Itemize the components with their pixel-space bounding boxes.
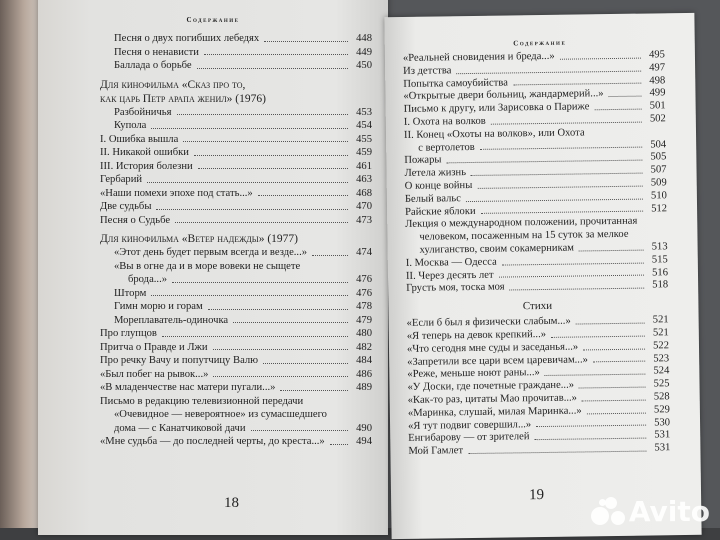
toc-entry[interactable] [114, 260, 372, 287]
toc-row [100, 368, 372, 382]
dot-leader [204, 54, 348, 55]
toc-row [114, 59, 372, 73]
toc-row [100, 200, 372, 214]
left-page [38, 0, 388, 535]
toc-entry-title: Мой Гамлет [408, 445, 464, 458]
toc-page-number: 473 [356, 214, 372, 226]
section-heading-line: Для кинофильма «Ветер надежды» (1977) [100, 233, 298, 245]
toc-entry-title: Гербарий [100, 174, 143, 185]
toc-entry-title: «Реальней сновидения и бреда...» [402, 50, 555, 64]
toc-page-number: 486 [356, 368, 372, 380]
toc-entry[interactable] [100, 327, 372, 341]
toc-page-number: 521 [652, 314, 669, 326]
toc-page-number: 484 [356, 355, 372, 366]
toc-row [100, 381, 372, 395]
toc-entry-title: I. Москва — Одесса [405, 256, 497, 269]
dot-leader [513, 83, 641, 86]
toc-entry[interactable] [406, 280, 668, 296]
toc-entry-title: Попытка самоубийства [403, 77, 508, 90]
toc-page-number: 482 [356, 341, 372, 353]
dot-leader [280, 390, 348, 391]
toc-page-number: 476 [356, 274, 372, 285]
dot-leader [481, 211, 643, 214]
toc-page-number: 478 [356, 301, 372, 312]
toc-entry[interactable] [114, 119, 372, 133]
toc-page-number: 524 [653, 365, 670, 377]
toc-page-number: 453 [356, 106, 372, 118]
toc-page-number: 474 [356, 247, 372, 258]
running-header: Содержание [186, 16, 240, 24]
toc-entry-title: хулиганство, своим сокамерникам [419, 242, 575, 256]
toc-row [114, 46, 372, 60]
dot-leader [536, 425, 646, 428]
section-title: Стихи [522, 300, 553, 313]
toc-page-number: 459 [356, 147, 372, 158]
toc-entry-title: II. Через десять лет [405, 269, 494, 282]
toc-entry-title: «В младенчестве нас матери пугали...» [100, 382, 276, 393]
toc-page-number: 497 [649, 62, 666, 74]
toc-page-number: 505 [650, 151, 667, 163]
toc-entry-line: «Очевидное — невероятное» из сумасшедшего [114, 409, 327, 420]
dot-leader [208, 309, 348, 310]
right-page [384, 13, 701, 539]
toc-page-number: 461 [356, 160, 372, 172]
toc-entry-title: Про глупцов [100, 328, 157, 339]
toc-entry[interactable] [404, 126, 666, 155]
toc-page-number: 521 [652, 327, 669, 339]
toc-entry-line: II. Конец «Охоты на волков», или Охота [403, 127, 585, 141]
toc-page-number: 490 [356, 422, 372, 434]
section-heading [100, 232, 372, 246]
dot-leader [198, 168, 348, 169]
toc-entry-line: Лекция о международном положении, прочитанная [405, 216, 638, 231]
toc-page-number: 523 [653, 352, 670, 364]
toc-entry-title: «Запретили все цари всем царевичам...» [407, 353, 588, 368]
toc-page-number: 498 [649, 74, 666, 87]
toc-entry-title: Песня о Судьбе [100, 214, 171, 226]
toc-page-number: 502 [649, 113, 666, 125]
toc-row [100, 214, 372, 228]
toc-entry-title: Летела жизнь [404, 167, 467, 180]
toc-entry[interactable] [100, 354, 372, 368]
toc-entry[interactable] [114, 32, 372, 46]
toc-row [406, 280, 668, 296]
toc-row [100, 341, 372, 355]
toc-entry-title: Письмо к другу, или Зарисовка о Париже [403, 101, 590, 116]
toc-entry[interactable] [100, 381, 372, 395]
dot-leader [480, 147, 642, 150]
toc-row [100, 354, 372, 368]
toc-entry-title: «Если б был я физически слабым...» [406, 315, 571, 330]
dot-leader [197, 68, 348, 69]
toc-entry-title: I. Ошибка вышла [100, 133, 179, 145]
page-number: 19 [528, 487, 545, 504]
toc-entry-title: Про речку Вачу и попутчицу Валю [100, 355, 259, 366]
toc-entry-title: «Я тут подвиг совершил...» [408, 418, 532, 432]
toc-entry[interactable] [100, 435, 372, 449]
toc-entry-title: Белый вальс [404, 192, 461, 205]
dot-leader [330, 444, 348, 445]
toc-entry-title: Енгибарову — от зрителей [408, 431, 530, 445]
toc-entry-title: Песня о двух погибших лебедях [114, 33, 260, 44]
toc-page-number: 455 [356, 133, 372, 145]
dot-leader [147, 182, 348, 183]
dot-leader [502, 262, 644, 265]
toc-entry-title: Песня о ненависти [114, 46, 199, 58]
toc-entry-title: Мореплаватель-одиночка [114, 314, 229, 326]
section-heading [100, 78, 372, 106]
toc-entry[interactable] [114, 246, 372, 260]
toc-row [100, 173, 372, 187]
dot-leader [499, 275, 644, 278]
dot-leader [582, 399, 646, 401]
toc-page-number: 515 [651, 254, 668, 266]
toc-entry-title: «Маринка, слушай, милая Маринка...» [407, 405, 582, 419]
dot-leader [312, 255, 348, 256]
toc-page-number: 504 [650, 138, 667, 151]
toc-entry[interactable] [100, 133, 372, 147]
toc-entry-title: Пожары [404, 154, 442, 167]
toc-page-number: 499 [649, 87, 666, 99]
toc-page-number: 525 [653, 378, 670, 390]
toc-page-number: 479 [356, 314, 372, 326]
toc-entry-title: Из детства [403, 65, 452, 77]
toc-page-number: 512 [651, 202, 668, 215]
toc-list [100, 32, 372, 449]
toc-page-number: 495 [648, 49, 665, 61]
toc-row [100, 422, 372, 436]
toc-entry-title: «Открытые двери больниц, жандармерий...» [403, 88, 604, 103]
dot-leader [545, 374, 646, 376]
toc-page-number: 513 [651, 241, 668, 253]
toc-row [114, 32, 372, 46]
toc-page-number: 470 [356, 201, 372, 212]
toc-row [100, 435, 372, 449]
toc-entry-title: дома — с Канатчиковой дачи [114, 422, 246, 434]
avito-logo-icon [591, 497, 625, 527]
toc-row [100, 146, 372, 160]
dot-leader [447, 160, 643, 164]
toc-entry[interactable] [405, 216, 668, 258]
toc-entry-title: Купола [114, 120, 147, 131]
dot-leader [151, 295, 348, 296]
dot-leader [177, 114, 348, 115]
book-cover-edge [0, 0, 40, 540]
toc-entry-title: «Этот день будет первым всегда и везде...» [114, 247, 308, 258]
dot-leader [213, 349, 349, 350]
toc-entry-title: «Мне судьба — до последней черты, до креста...» [100, 436, 325, 447]
toc-page-number: 480 [356, 328, 372, 339]
toc-page-number: 489 [356, 382, 372, 393]
dot-leader [471, 173, 643, 176]
toc-page-number: 463 [356, 174, 372, 185]
dot-leader [162, 336, 348, 337]
toc-page-number: 530 [654, 416, 671, 428]
toc-page-number: 531 [654, 442, 671, 454]
toc-entry-line: «Вы в огне да и в море вовеки не сыщете [114, 260, 301, 272]
toc-page-number: 468 [356, 187, 372, 199]
dot-leader [264, 41, 348, 42]
dot-leader [194, 155, 348, 156]
toc-page-number: 448 [356, 33, 372, 44]
toc-page-number: 528 [653, 391, 670, 403]
avito-logo-text: Avito [628, 495, 710, 528]
dot-leader [583, 348, 645, 350]
toc-list [403, 49, 671, 459]
dot-leader [535, 438, 647, 441]
toc-entry[interactable] [100, 341, 372, 355]
running-header: Содержание [513, 38, 567, 48]
avito-watermark [591, 495, 710, 528]
toc-entry-title: Баллада о борьбе [114, 60, 192, 71]
toc-entry[interactable] [100, 214, 372, 228]
toc-entry-title: «Был побег на рывок...» [100, 368, 209, 380]
toc-page-number: 516 [651, 266, 669, 279]
toc-entry[interactable] [100, 187, 372, 201]
toc-row [114, 273, 372, 287]
section-heading-line: как царь Петр арапа женил» (1976) [100, 92, 266, 105]
toc-row [100, 160, 372, 174]
toc-entry[interactable] [100, 146, 372, 160]
toc-page-number: 476 [356, 287, 372, 299]
toc-entry-line: человеком, посаженным на 15 суток за мелкое [419, 228, 629, 243]
dot-leader [466, 198, 643, 201]
section-heading-line: Для кинофильма «Сказ про то, [100, 78, 246, 91]
toc-entry[interactable] [114, 59, 372, 73]
toc-entry[interactable] [100, 160, 372, 174]
toc-entry-title: с вертолетов [418, 141, 475, 154]
toc-page-number: 454 [356, 120, 372, 131]
toc-entry-title: Грусть моя, тоска моя [406, 281, 505, 295]
toc-entry-title: Гимн морю и горам [114, 301, 203, 312]
dot-leader [172, 282, 348, 283]
dot-leader [233, 322, 348, 323]
toc-entry[interactable] [100, 395, 372, 436]
toc-entry[interactable] [114, 314, 372, 328]
toc-entry-title: Две судьбы [100, 201, 152, 212]
toc-entry-title: Шторм [114, 287, 147, 299]
toc-entry[interactable] [114, 287, 372, 301]
toc-entry[interactable] [100, 173, 372, 187]
dot-leader [551, 335, 645, 337]
dot-leader [560, 57, 641, 59]
toc-entry[interactable] [114, 106, 372, 120]
dot-leader [609, 96, 642, 97]
toc-entry-title: III. История болезни [100, 160, 193, 172]
toc-entry-title: II. Никакой ошибки [100, 147, 189, 158]
dot-leader [594, 109, 641, 111]
toc-entry-title: Притча о Правде и Лжи [100, 341, 208, 353]
dot-leader [579, 249, 644, 251]
dot-leader [576, 323, 645, 325]
dot-leader [156, 209, 348, 210]
toc-page-number: 501 [649, 100, 666, 112]
toc-entry-title: Разбойничья [114, 106, 172, 118]
toc-page-number: 522 [653, 339, 670, 352]
toc-entry-title: О конце войны [404, 179, 473, 192]
toc-page-number: 507 [650, 164, 667, 176]
dot-leader [213, 376, 348, 377]
toc-page-number: 450 [356, 60, 372, 71]
dot-leader [151, 128, 348, 129]
toc-entry[interactable] [408, 442, 670, 458]
toc-entry[interactable] [114, 46, 372, 60]
toc-entry-title: «Что сегодня мне суды и заседанья...» [406, 341, 579, 355]
dot-leader [477, 185, 642, 188]
dot-leader [593, 361, 645, 363]
toc-entry-title: «Наши помехи эпохе под стать...» [100, 187, 253, 199]
dot-leader [258, 195, 348, 196]
toc-row [408, 442, 670, 458]
dot-leader [579, 387, 646, 389]
toc-row [100, 187, 372, 201]
dot-leader [587, 412, 646, 414]
toc-entry[interactable] [100, 200, 372, 214]
toc-page-number: 518 [652, 279, 669, 291]
toc-page-number: 510 [650, 190, 667, 202]
dot-leader [510, 288, 645, 291]
toc-entry-title: «Реже, меньше ноют раны...» [407, 367, 540, 381]
toc-row [114, 106, 372, 120]
toc-row [114, 314, 372, 328]
toc-entry-title: I. Охота на волков [403, 115, 486, 128]
toc-entry-title: брода...» [128, 274, 168, 285]
dot-leader [183, 141, 348, 142]
toc-page-number: 494 [356, 436, 372, 447]
toc-row [114, 246, 372, 260]
toc-row [114, 300, 372, 314]
toc-entry-title: «Как-то раз, цитаты Мао прочитав...» [407, 392, 577, 406]
toc-entry[interactable] [100, 368, 372, 382]
toc-row [114, 287, 372, 301]
toc-entry-title: «У Доски, где почетные граждане...» [407, 379, 575, 394]
toc-row [100, 327, 372, 341]
page-number: 18 [224, 495, 239, 511]
dot-leader [175, 222, 348, 223]
dot-leader [251, 430, 348, 431]
toc-page-number: 531 [654, 429, 671, 441]
toc-page-number: 509 [650, 177, 667, 189]
dot-leader [491, 121, 642, 124]
dot-leader [456, 70, 641, 74]
toc-page-number: 449 [356, 46, 372, 58]
toc-row [114, 119, 372, 133]
dot-leader [468, 450, 646, 453]
toc-entry-title: Райские яблоки [405, 205, 476, 218]
toc-row [100, 133, 372, 147]
dot-leader [263, 363, 348, 364]
toc-entry[interactable] [114, 300, 372, 314]
toc-page-number: 529 [653, 403, 670, 416]
toc-entry-line: Письмо в редакцию телевизионной передачи [100, 395, 304, 407]
toc-entry-title: «Я теперь на девок крепкий...» [406, 328, 547, 342]
